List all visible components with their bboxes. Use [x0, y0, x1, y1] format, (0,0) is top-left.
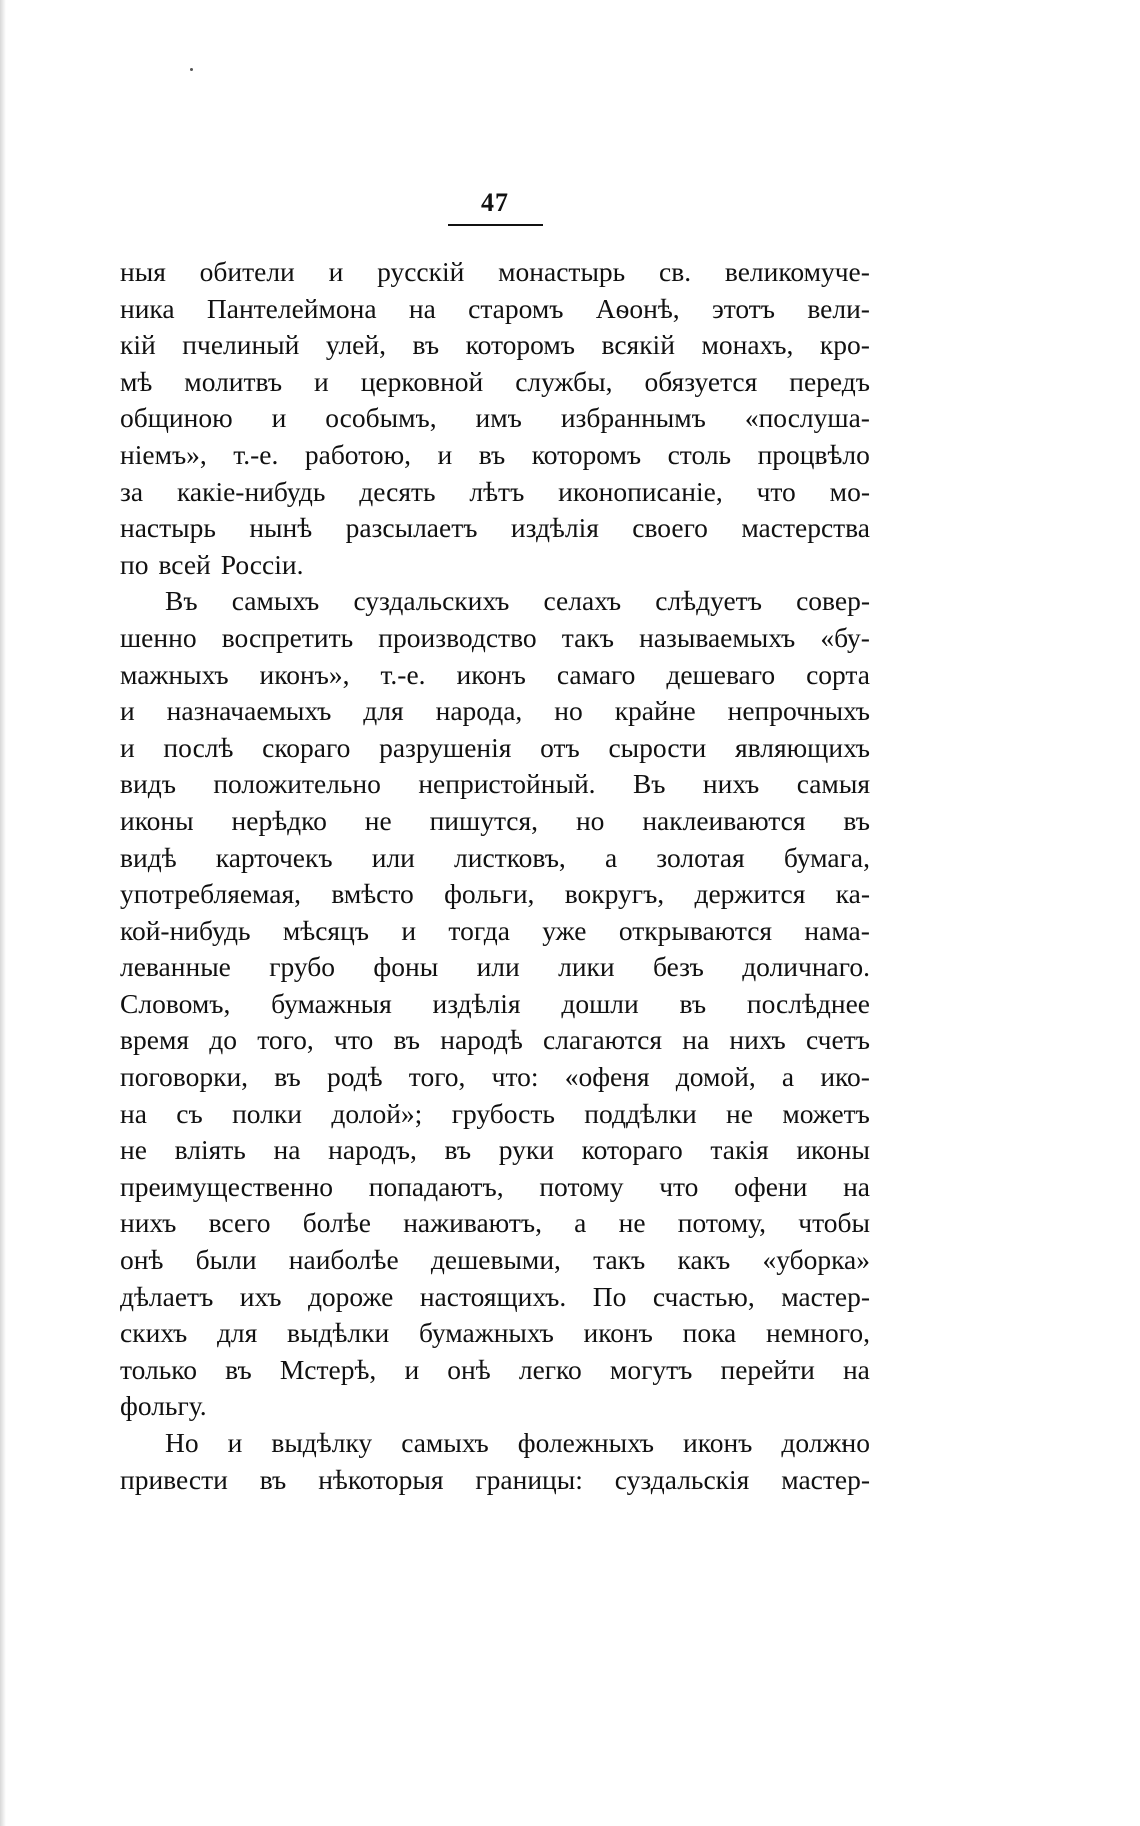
text-line: [120, 547, 870, 584]
word: и: [314, 365, 329, 397]
word: ихъ: [239, 1280, 282, 1312]
word: скихъ: [120, 1317, 188, 1349]
word: особымъ,: [325, 402, 437, 434]
word: иконы: [120, 804, 194, 836]
word: карточекъ: [215, 841, 333, 873]
word: держится: [694, 878, 806, 910]
text-line: [120, 1169, 870, 1206]
word: домой,: [675, 1061, 756, 1093]
text-line: [120, 1315, 870, 1352]
word: лики: [558, 951, 615, 983]
word: издѣлія: [510, 512, 599, 544]
word: кро-: [819, 329, 870, 361]
word: преимущественно: [120, 1170, 334, 1202]
word: столь: [667, 438, 732, 470]
word: иконъ: [583, 1317, 653, 1349]
word: монастырь: [498, 256, 626, 287]
word: на: [408, 292, 436, 324]
word: мастер-: [781, 1463, 870, 1495]
word: называемыхъ: [639, 621, 796, 653]
word: иконъ: [456, 658, 526, 690]
word: въ: [274, 1061, 301, 1093]
word: Россіи.: [220, 548, 304, 580]
word: кой-нибудь: [120, 914, 251, 946]
text-line: [120, 327, 870, 364]
word: болѣе: [302, 1207, 371, 1239]
word: самыхъ: [401, 1427, 489, 1458]
page-number: 47: [481, 188, 509, 217]
word: ника: [120, 292, 175, 324]
word: на: [842, 1353, 870, 1385]
word: такія: [710, 1134, 769, 1166]
word: всей: [158, 548, 211, 580]
word: Въ: [632, 768, 666, 800]
word: «уборка»: [762, 1244, 870, 1276]
word: нихъ: [702, 768, 760, 800]
word: употребляемая,: [120, 878, 301, 910]
word: ка-: [835, 878, 870, 910]
word: улей,: [325, 329, 386, 361]
word: и: [328, 256, 344, 287]
word: непрочныхъ: [727, 695, 870, 727]
word: нама-: [804, 914, 870, 946]
word: но: [575, 804, 605, 836]
word: службы,: [515, 365, 613, 397]
word: мастерства: [741, 512, 870, 544]
word: въ: [393, 1024, 421, 1056]
word: а: [781, 1061, 795, 1093]
text-line: [120, 1096, 870, 1133]
word: положительно: [213, 768, 381, 800]
word: пока: [682, 1317, 737, 1349]
word: самыя: [796, 768, 870, 800]
word: мажныхъ: [120, 658, 229, 690]
text-line: [120, 437, 870, 474]
word: въ: [444, 1134, 472, 1166]
word: счетъ: [806, 1024, 870, 1056]
text-line: [120, 1352, 870, 1389]
text-line: [120, 254, 870, 291]
word: иконы: [796, 1134, 870, 1166]
word: которомъ: [465, 329, 575, 361]
word: непристойный.: [418, 768, 596, 800]
word: на: [120, 1097, 147, 1129]
word: русскій: [377, 256, 465, 287]
word: являющихъ: [734, 731, 870, 763]
word: въ: [679, 987, 707, 1019]
word: избраннымъ: [560, 402, 706, 434]
word: совер-: [796, 585, 870, 617]
word: мѣсяцъ: [282, 914, 370, 946]
word: вели-: [807, 292, 870, 324]
word: дороже: [307, 1280, 394, 1312]
word: привести: [120, 1463, 228, 1495]
word: съ: [176, 1097, 203, 1129]
body-text: [120, 254, 870, 1498]
text-line: [120, 1022, 870, 1059]
word: воспретить: [221, 621, 354, 653]
word: или: [476, 951, 520, 983]
word: по: [120, 548, 149, 580]
word: Словомъ,: [120, 987, 231, 1019]
word: десять: [359, 475, 436, 507]
word: фольгу.: [120, 1390, 207, 1422]
word: нерѣдко: [231, 804, 327, 836]
word: народъ,: [328, 1134, 417, 1166]
word: не: [726, 1097, 753, 1129]
text-line: [120, 1388, 870, 1425]
word: и: [437, 438, 453, 470]
word: самыхъ: [231, 585, 320, 617]
word: разсылаетъ: [345, 512, 478, 544]
paper-speck: [190, 68, 193, 71]
word: нынѣ: [249, 512, 313, 544]
word: видѣ: [120, 841, 177, 873]
word: онѣ: [120, 1244, 164, 1276]
word: «послуша-: [744, 402, 870, 434]
word: ико-: [820, 1061, 870, 1093]
word: полки: [232, 1097, 302, 1129]
word: золотая: [656, 841, 745, 873]
word: для: [363, 695, 404, 727]
word: суздальскихъ: [353, 585, 510, 617]
word: какіе-нибудь: [176, 475, 326, 507]
word: не: [120, 1134, 147, 1166]
word: что: [659, 1170, 699, 1202]
word: легко: [518, 1353, 582, 1385]
word: дешевыми,: [430, 1244, 561, 1276]
word: послѣднее: [746, 987, 870, 1019]
word: границы:: [475, 1463, 583, 1495]
word: мо-: [829, 475, 870, 507]
word: разрушенія: [379, 731, 512, 763]
word: что: [756, 475, 796, 507]
word: иконъ: [683, 1427, 753, 1458]
word: дешеваго: [666, 658, 776, 690]
word: въ: [843, 804, 870, 836]
word: мѣ: [120, 365, 153, 397]
word: чтобы: [798, 1207, 870, 1239]
word: такъ: [561, 621, 614, 653]
word: великомуче-: [724, 256, 870, 287]
word: можетъ: [782, 1097, 870, 1129]
text-line: [120, 364, 870, 401]
word: и: [120, 731, 135, 763]
word: перейти: [720, 1353, 815, 1385]
word: обязуется: [644, 365, 758, 397]
text-line: [120, 949, 870, 986]
word: могутъ: [609, 1353, 693, 1385]
word: Пантелеймона: [206, 292, 377, 324]
word: кій: [120, 329, 156, 361]
word: народа,: [435, 695, 523, 727]
text-line: [120, 474, 870, 511]
text-line: [120, 913, 870, 950]
word: которомъ: [531, 438, 642, 470]
word: поговорки,: [120, 1061, 249, 1093]
word: только: [120, 1353, 198, 1385]
word: сорта: [806, 658, 870, 690]
text-line: [120, 730, 870, 767]
word: а: [604, 841, 618, 873]
word: наиболѣе: [288, 1244, 399, 1276]
word: Но: [165, 1427, 199, 1458]
word: издѣлія: [432, 987, 521, 1019]
word: назначаемыхъ: [166, 695, 332, 727]
word: или: [371, 841, 415, 873]
word: что: [334, 1024, 374, 1056]
text-line: [120, 620, 870, 657]
word: Въ: [165, 585, 198, 617]
word: влiять: [174, 1134, 246, 1166]
word: за: [120, 475, 144, 507]
word: того,: [257, 1024, 314, 1056]
word: безъ: [653, 951, 704, 983]
word: счастью,: [652, 1280, 755, 1312]
text-line: [120, 1059, 870, 1096]
word: наклеиваются: [642, 804, 806, 836]
word: какъ: [677, 1244, 731, 1276]
text-line: [120, 1425, 870, 1462]
word: выдѣлку: [271, 1427, 373, 1458]
word: шенно: [120, 621, 197, 653]
word: отъ: [540, 731, 580, 763]
word: передъ: [789, 365, 870, 397]
text-line: [120, 840, 870, 877]
word: обители: [199, 256, 295, 287]
word: бумага,: [783, 841, 870, 873]
text-line: [120, 583, 870, 620]
word: что:: [491, 1061, 539, 1093]
word: «офеня: [564, 1061, 650, 1093]
word: всего: [208, 1207, 271, 1239]
word: видъ: [120, 768, 176, 800]
word: «бу-: [820, 621, 870, 653]
word: нихъ: [729, 1024, 786, 1056]
word: дѣлаетъ: [120, 1280, 214, 1312]
word: скораго: [262, 731, 351, 763]
word: послѣ: [163, 731, 234, 763]
word: иконъ»,: [259, 658, 350, 690]
word: до: [209, 1024, 237, 1056]
word: въ: [412, 329, 440, 361]
word: пчелиный: [182, 329, 300, 361]
text-line: [120, 1242, 870, 1279]
word: фолежныхъ: [517, 1427, 655, 1458]
text-line: [120, 657, 870, 694]
text-line: [120, 510, 870, 547]
text-line: [120, 1132, 870, 1169]
word: Аѳонѣ,: [595, 292, 680, 324]
word: слѣдуетъ: [655, 585, 762, 617]
word: св.: [659, 256, 692, 287]
word: суздальскія: [614, 1463, 750, 1495]
word: открываются: [618, 914, 773, 946]
word: на: [843, 1170, 870, 1202]
word: уже: [542, 914, 587, 946]
word: того,: [408, 1061, 466, 1093]
word: и: [120, 695, 135, 727]
word: вокругъ,: [564, 878, 665, 910]
word: всякій: [601, 329, 675, 361]
word: фоны: [373, 951, 439, 983]
word: самаго: [556, 658, 636, 690]
word: сырости: [608, 731, 707, 763]
text-line: [120, 693, 870, 730]
word: время: [120, 1024, 189, 1056]
word: и: [271, 402, 287, 434]
word: для: [216, 1317, 258, 1349]
word: попадаютъ,: [368, 1170, 504, 1202]
text-line: [120, 1462, 870, 1499]
word: онѣ: [447, 1353, 491, 1385]
word: а: [574, 1207, 587, 1239]
word: въ: [478, 438, 506, 470]
word: потому: [539, 1170, 624, 1202]
word: фольги,: [444, 878, 535, 910]
word: нихъ: [120, 1207, 177, 1239]
word: котораго: [581, 1134, 683, 1166]
word: селахъ: [543, 585, 622, 617]
word: дошли: [561, 987, 639, 1019]
word: наживаютъ,: [403, 1207, 542, 1239]
word: народѣ: [440, 1024, 523, 1056]
word: но: [554, 695, 583, 727]
word: потому,: [677, 1207, 767, 1239]
word: на: [273, 1134, 301, 1166]
word: немного,: [765, 1317, 870, 1349]
word: леванные: [120, 951, 231, 983]
page-number-rule: [448, 224, 543, 226]
word: не: [618, 1207, 646, 1239]
word: родѣ: [326, 1061, 383, 1093]
word: грубо: [269, 951, 336, 983]
word: офени: [734, 1170, 808, 1202]
word: тогда: [448, 914, 510, 946]
word: работою,: [304, 438, 412, 470]
word: мастер-: [781, 1280, 870, 1312]
word: выдѣлки: [287, 1317, 390, 1349]
page-edge-shadow: [0, 0, 6, 1826]
word: и: [227, 1427, 243, 1458]
word: ныя: [120, 256, 166, 287]
word: ніемъ»,: [120, 438, 207, 470]
word: По: [592, 1280, 627, 1312]
word: доличнаго.: [742, 951, 870, 983]
word: такъ: [593, 1244, 646, 1276]
word: нѣкоторыя: [318, 1463, 444, 1495]
word: въ: [225, 1353, 252, 1385]
word: молитвъ: [184, 365, 283, 397]
word: не: [364, 804, 392, 836]
word: старомъ: [468, 292, 564, 324]
word: процвѣло: [757, 438, 870, 470]
word: имъ: [475, 402, 522, 434]
word: крайне: [614, 695, 696, 727]
word: и: [404, 1353, 420, 1385]
word: иконописаніе,: [558, 475, 723, 507]
text-line: [120, 876, 870, 913]
word: вмѣсто: [331, 878, 414, 910]
text-line: [120, 766, 870, 803]
text-line: [120, 1279, 870, 1316]
word: должно: [781, 1427, 870, 1458]
word: своего: [632, 512, 708, 544]
word: настоящихъ.: [419, 1280, 567, 1312]
word: на: [682, 1024, 710, 1056]
word: пишутся,: [429, 804, 539, 836]
word: поддѣлки: [584, 1097, 697, 1129]
word: и: [401, 914, 417, 946]
word: церковной: [360, 365, 484, 397]
word: производство: [378, 621, 537, 653]
word: бумажныя: [271, 987, 392, 1019]
word: долой»;: [331, 1097, 423, 1129]
text-line: [120, 291, 870, 328]
word: въ: [259, 1463, 287, 1495]
word: общиною: [120, 402, 233, 434]
word: бумажныхъ: [418, 1317, 554, 1349]
word: грубость: [451, 1097, 555, 1129]
word: т.-е.: [380, 658, 426, 690]
word: т.-е.: [233, 438, 279, 470]
word: Мстерѣ,: [279, 1353, 377, 1385]
word: листковъ,: [454, 841, 566, 873]
word: лѣтъ: [469, 475, 525, 507]
text-line: [120, 1205, 870, 1242]
word: этотъ: [711, 292, 776, 324]
text-line: [120, 803, 870, 840]
word: монахъ,: [701, 329, 794, 361]
word: слагаются: [543, 1024, 663, 1056]
word: настырь: [120, 512, 216, 544]
word: руки: [498, 1134, 554, 1166]
word: были: [195, 1244, 257, 1276]
text-line: [120, 986, 870, 1023]
text-line: [120, 400, 870, 437]
